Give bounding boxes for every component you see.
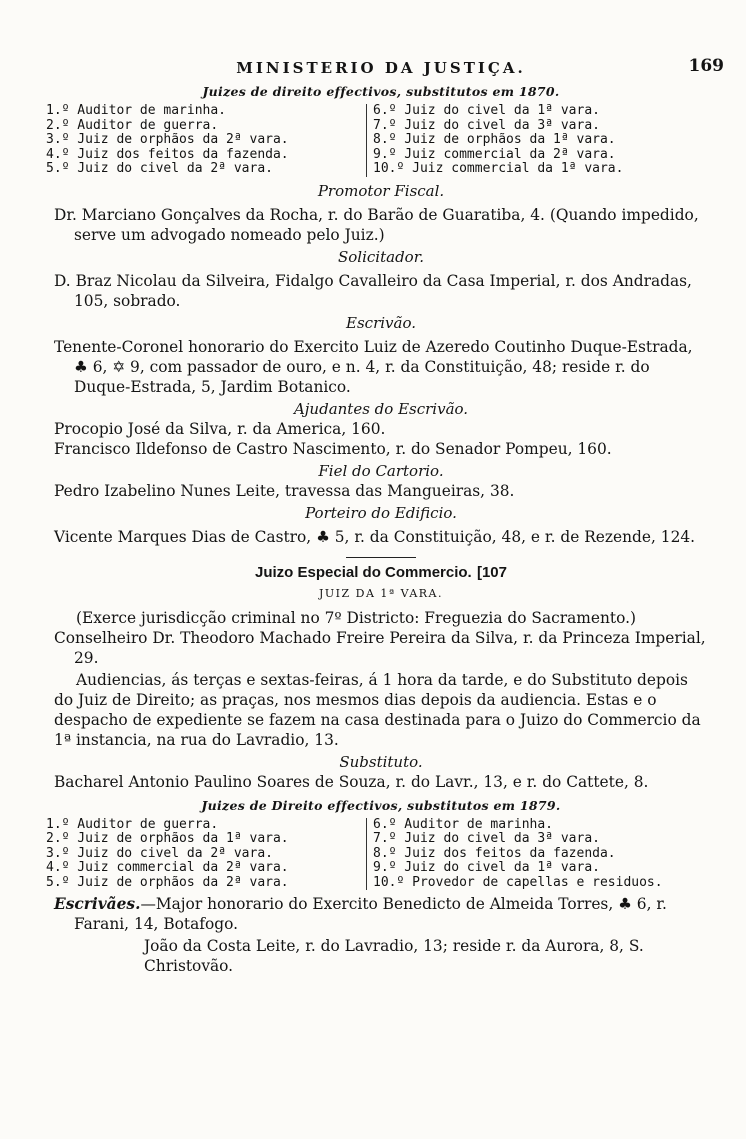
- fiel-heading: Fiel do Cartorio.: [318, 461, 444, 480]
- judges-1879-list: [46, 818, 708, 891]
- promotor-heading: Promotor Fiscal.: [317, 181, 445, 200]
- list-item: 4.º Juiz commercial da 2ª vara.: [46, 860, 289, 875]
- list-item: 4.º Juiz dos feitos da fazenda.: [46, 146, 289, 162]
- list-item: 2.º Auditor de guerra.: [46, 117, 219, 133]
- list-item: 5.º Juiz de orphãos da 2ª vara.: [46, 874, 289, 890]
- escrivaes-label: Escrivães.: [54, 895, 141, 913]
- juizo-title-ref: [107: [476, 563, 507, 581]
- escrivao-entry: Tenente-Coronel honorario do Exercito Luiz de Azeredo Coutinho Duque-Estrada, ♣ 6, ✡ 9, com passador de ouro, e n. 4, r. da Constituição, 48; reside r. do Duque-Estrada, 5, Jardim Botanico.: [54, 337, 693, 396]
- juizo-commercio-title: [54, 562, 708, 583]
- escrivao-heading: Escrivão.: [346, 313, 416, 332]
- judges-1870-right: [366, 104, 703, 177]
- solicitador-heading: Solicitador.: [338, 247, 424, 266]
- fiel-entry: Pedro Izabelino Nunes Leite, travessa das Mangueiras, 38.: [54, 481, 515, 500]
- escrivaes-line2: João da Costa Leite, r. do Lavradio, 13; reside r. da Aurora, 8, S. Christovão.: [144, 937, 644, 975]
- solicitador-entry: D. Braz Nicolau da Silveira, Fidalgo Cavalleiro da Casa Imperial, r. dos Andradas, 105, sobrado.: [54, 271, 692, 310]
- list-item: 8.º Juiz de orphãos da 1ª vara.: [373, 132, 616, 147]
- list-item: 3.º Juiz de orphãos da 2ª vara.: [46, 132, 289, 147]
- audiencias-paragraph: Audiencias, ás terças e sextas-feiras, á 1 hora da tarde, e do Substituto depois do Juiz de Direito; as praças, nos mesmos dias depois da audiencia. Estas e o despacho de expediente se fazem na casa destinada para o Juizo do Commercio da 1ª instancia, na rua do Lavradio, 13.: [54, 670, 701, 749]
- list-item: 3.º Juiz do civel da 2ª vara.: [46, 845, 273, 861]
- judges-1879-caption: Juizes de Direito effectivos, substitutos em 1879.: [201, 797, 561, 813]
- book-page: [46, 56, 724, 976]
- vara-subtitle: JUIZ DA 1ª VARA.: [318, 586, 443, 600]
- list-item: 10.º Juiz commercial da 1ª vara.: [373, 161, 624, 176]
- porteiro-heading: Porteiro do Edificio.: [305, 503, 457, 522]
- substituto-entry: Bacharel Antonio Paulino Soares de Souza, r. do Lavr., 13, e r. do Cattete, 8.: [54, 772, 649, 791]
- list-item: 7.º Juiz do civel da 3ª vara.: [373, 831, 600, 846]
- escrivaes-line1: —Major honorario do Exercito Benedicto de Almeida Torres, ♣ 6, r. Farani, 14, Botafogo.: [74, 895, 667, 933]
- list-item: 1.º Auditor de marinha.: [46, 103, 227, 118]
- list-item: 6.º Auditor de marinha.: [373, 816, 554, 832]
- page-number: 169: [688, 56, 724, 76]
- judges-1870-left: [46, 104, 366, 177]
- judges-1879-left: [46, 818, 366, 891]
- page-title: MINISTERIO DA JUSTIÇA.: [236, 59, 526, 77]
- porteiro-entry: Vicente Marques Dias de Castro, ♣ 5, r. da Constituição, 48, e r. de Rezende, 124.: [54, 527, 696, 546]
- judges-1870-list: [46, 104, 708, 177]
- juizo-title-text: Juizo Especial do Commercio.: [255, 563, 472, 581]
- judges-1870-caption: Juizes de direito effectivos, substitutos em 1870.: [202, 84, 560, 99]
- running-header: [54, 56, 724, 82]
- list-item: 10.º Provedor de capellas e residuos.: [373, 874, 663, 890]
- list-item: 8.º Juiz dos feitos da fazenda.: [373, 845, 616, 861]
- list-item: 9.º Juiz do civel da 1ª vara.: [373, 860, 600, 875]
- list-item: 5.º Juiz do civel da 2ª vara.: [46, 161, 273, 176]
- judges-1879-right: [366, 818, 703, 891]
- conselheiro-entry: Conselheiro Dr. Theodoro Machado Freire Pereira da Silva, r. da Princeza Imperial, 29.: [54, 628, 706, 667]
- list-item: 1.º Auditor de guerra.: [46, 816, 219, 832]
- list-item: 6.º Juiz do civel da 1ª vara.: [373, 103, 600, 118]
- list-item: 7.º Juiz do civel da 3ª vara.: [373, 117, 600, 133]
- ajudantes-heading: Ajudantes do Escrivão.: [293, 399, 469, 418]
- jurisdiction-note: (Exerce jurisdicção criminal no 7º Districto: Freguezia do Sacramento.): [76, 608, 636, 627]
- ajudante-entry: Procopio José da Silva, r. da America, 160.: [54, 419, 386, 438]
- promotor-entry: Dr. Marciano Gonçalves da Rocha, r. do Barão de Guaratiba, 4. (Quando impedido, serve um advogado nomeado pelo Juiz.): [54, 205, 699, 244]
- substituto-heading: Substituto.: [339, 752, 423, 771]
- list-item: 9.º Juiz commercial da 2ª vara.: [373, 146, 616, 162]
- escrivaes-entry: [54, 894, 708, 934]
- list-item: 2.º Juiz de orphãos da 1ª vara.: [46, 831, 289, 846]
- section-divider: [346, 557, 416, 558]
- ajudante-entry: Francisco Ildefonso de Castro Nascimento, r. do Senador Pompeu, 160.: [54, 439, 612, 458]
